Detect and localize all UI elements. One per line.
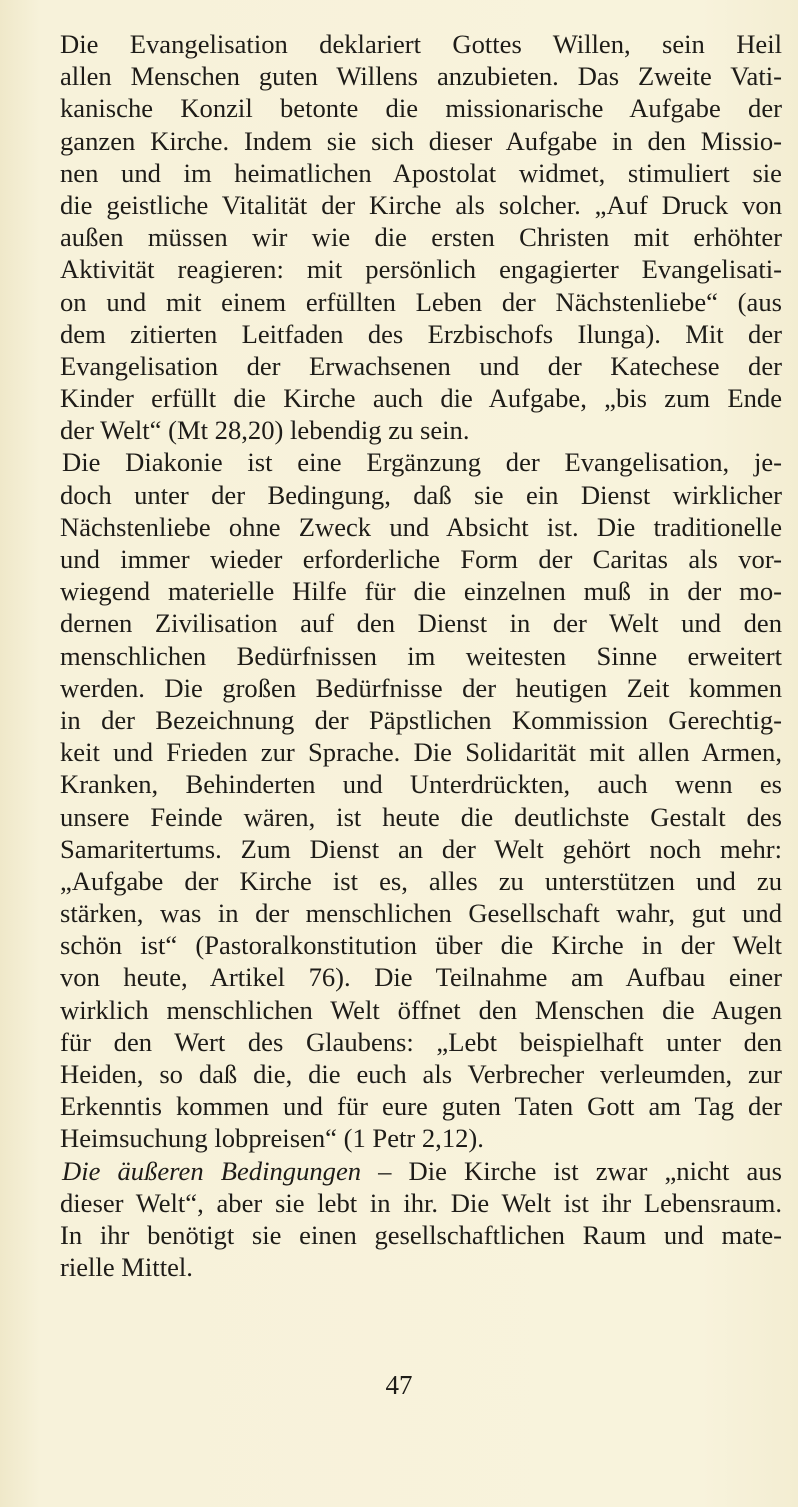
text-line: und immer wieder erforderliche Form der Caritas als vor- (60, 544, 782, 574)
text-line: ganzen Kirche. Indem sie sich dieser Aufgabe in den Missio- (60, 125, 782, 156)
text-line: von heute, Artikel 76). Die Teilnahme am Aufbau einer (60, 962, 782, 993)
text-run: – Die Kirche ist zwar „nicht aus (361, 1155, 782, 1186)
text-line: dem zitierten Leitfaden des Erzbischofs Ilunga). Mit der (60, 318, 782, 349)
paragraph-aeussere-bedingungen (60, 1155, 782, 1284)
text-line: schön ist“ (Pastoralkonstitution über die Kirche in der Welt (60, 930, 782, 961)
text-line: unsere Feinde wären, ist heute die deutlichste Gestalt des (60, 801, 782, 832)
text-line: der Welt“ (Mt 28,20) lebendig zu sein. (60, 415, 470, 446)
text-line: Die Diakonie ist eine Ergänzung der Evangelisation, je- (62, 447, 782, 478)
text-line: Kranken, Behinderten und Unterdrückten, auch wenn es (60, 769, 782, 800)
text-line: rielle Mittel. (60, 1252, 193, 1283)
text-line: dieser Welt“, aber sie lebt in ihr. Die Welt ist ihr Lebensraum. (60, 1187, 782, 1218)
page-number: 47 (385, 1370, 413, 1400)
text-line: doch unter der Bedingung, daß sie ein Dienst wirklicher (60, 479, 782, 510)
text-line: „Aufgabe der Kirche ist es, alles zu unterstützen und zu (60, 865, 782, 896)
text-line: für den Wert des Glaubens: „Lebt beispielhaft unter den (60, 1026, 782, 1057)
text-line: Heimsuchung lobpreisen“ (1 Petr 2,12). (60, 1123, 484, 1154)
text-line: Die Evangelisation deklariert Gottes Willen, sein Heil (60, 29, 782, 59)
text-line: Aktivität reagieren: mit persönlich engagierter Evangelisati- (60, 254, 782, 285)
text-line: Erkenntis kommen und für eure guten Taten Gott am Tag der (60, 1091, 782, 1122)
text-line: in der Bezeichnung der Päpstlichen Kommission Gerechtig- (60, 704, 782, 735)
text-line: allen Menschen guten Willens anzubieten. Das Zweite Vati- (60, 61, 782, 92)
text-line: wiegend materielle Hilfe für die einzelnen muß in der mo- (60, 576, 782, 607)
text-line: kanische Konzil betonte die missionarische Aufgabe der (60, 93, 782, 124)
text-line: außen müssen wir wie die ersten Christen mit erhöhter (60, 222, 782, 253)
text-line: Heiden, so daß die, die euch als Verbrecher verleumden, zur (60, 1059, 782, 1089)
text-line: In ihr benötigt sie einen gesellschaftlichen Raum und mate- (60, 1219, 782, 1250)
text-line: Evangelisation der Erwachsenen und der Katechese der (60, 350, 782, 381)
text-line (60, 1155, 782, 1187)
text-line: Samaritertums. Zum Dienst an der Welt gehört noch mehr: (60, 833, 782, 864)
text-line: Kinder erfüllt die Kirche auch die Aufgabe, „bis zum Ende (60, 383, 782, 414)
text-line: die geistliche Vitalität der Kirche als solcher. „Auf Druck von (60, 189, 782, 220)
paragraph-diakonie (60, 446, 782, 1154)
text-line: Nächstenliebe ohne Zweck und Absicht ist. Die traditionelle (60, 511, 782, 542)
text-line: menschlichen Bedürfnissen im weitesten Sinne erweitert (60, 640, 782, 671)
section-run-in-heading: Die äußeren Bedingungen (62, 1155, 362, 1186)
text-line: werden. Die großen Bedürfnisse der heutigen Zeit kommen (60, 672, 782, 703)
text-line: keit und Frieden zur Sprache. Die Solidarität mit allen Armen, (60, 737, 782, 768)
body-text (60, 28, 782, 1283)
text-line: dernen Zivilisation auf den Dienst in der Welt und den (60, 608, 782, 639)
text-line: stärken, was in der menschlichen Gesellschaft wahr, gut und (60, 898, 782, 929)
text-line: on und mit einem erfüllten Leben der Nächstenliebe“ (aus (60, 286, 782, 317)
paragraph-evangelisation (60, 28, 782, 446)
text-line: nen und im heimatlichen Apostolat widmet, stimuliert sie (60, 157, 782, 188)
text-line: wirklich menschlichen Welt öffnet den Menschen die Augen (60, 994, 782, 1025)
